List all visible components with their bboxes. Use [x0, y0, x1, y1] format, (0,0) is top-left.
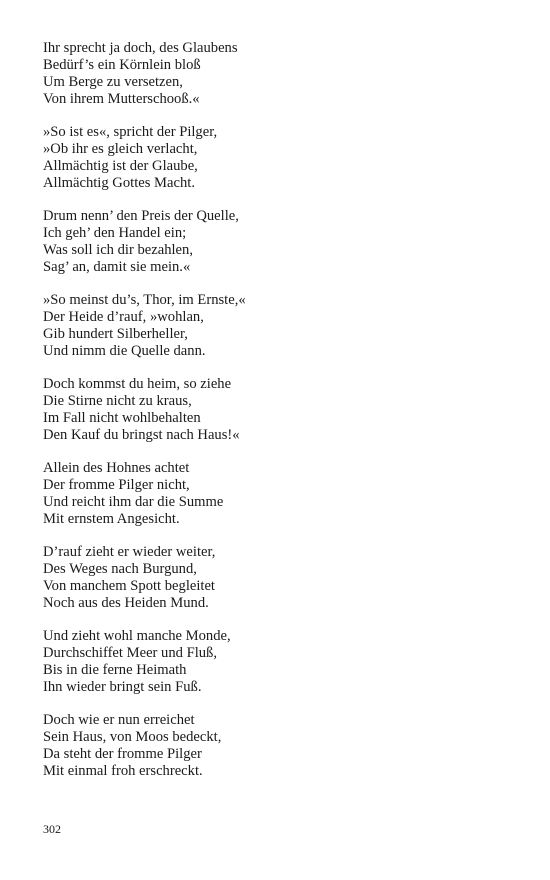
poem-line: Sag’ an, damit sie mein.«: [43, 259, 191, 275]
poem-line: Von ihrem Mutterschooß.«: [43, 91, 200, 107]
poem-line: »Ob ihr es gleich verlacht,: [43, 141, 198, 157]
poem-line: Der fromme Pilger nicht,: [43, 477, 190, 493]
poem-line: Bedürf’s ein Körnlein bloß: [43, 57, 201, 73]
poem-line: Durchschiffet Meer und Fluß,: [43, 645, 218, 661]
poem-line: Ihn wieder bringt sein Fuß.: [43, 679, 202, 695]
poem-line: Von manchem Spott begleitet: [43, 578, 215, 594]
stanza: [43, 628, 513, 696]
poem-line: Allmächtig Gottes Macht.: [43, 175, 195, 191]
stanza: [43, 376, 513, 444]
poem-line: Allmächtig ist der Glaube,: [43, 158, 198, 174]
poem-line: Und reicht ihm dar die Summe: [43, 494, 224, 510]
poem-line: Der Heide d’rauf, »wohlan,: [43, 309, 204, 325]
stanza: [43, 40, 513, 108]
poem-line: Sein Haus, von Moos bedeckt,: [43, 729, 222, 745]
stanza: [43, 544, 513, 612]
stanza: [43, 712, 513, 780]
poem-line: Um Berge zu versetzen,: [43, 74, 183, 90]
poem-line: »So meinst du’s, Thor, im Ernste,«: [43, 292, 246, 308]
stanza: [43, 208, 513, 276]
poem-line: Allein des Hohnes achtet: [43, 460, 190, 476]
poem-line: Die Stirne nicht zu kraus,: [43, 393, 192, 409]
poem-line: Drum nenn’ den Preis der Quelle,: [43, 208, 239, 224]
poem-line: Des Weges nach Burgund,: [43, 561, 197, 577]
poem-line: Doch wie er nun erreichet: [43, 712, 195, 728]
poem-line: »So ist es«, spricht der Pilger,: [43, 124, 218, 140]
poem-line: D’rauf zieht er wieder weiter,: [43, 544, 216, 560]
poem-line: Gib hundert Silberheller,: [43, 326, 188, 342]
poem-line: Mit ernstem Angesicht.: [43, 511, 180, 527]
poem-line: Ich geh’ den Handel ein;: [43, 225, 187, 241]
poem-line: Den Kauf du bringst nach Haus!«: [43, 427, 240, 443]
poem-line: Bis in die ferne Heimath: [43, 662, 187, 678]
stanza: [43, 124, 513, 192]
page-number: 302: [43, 822, 61, 836]
poem-line: Im Fall nicht wohlbehalten: [43, 410, 201, 426]
poem-line: Noch aus des Heiden Mund.: [43, 595, 209, 611]
poem-line: Ihr sprecht ja doch, des Glaubens: [43, 40, 238, 56]
poem-line: Und nimm die Quelle dann.: [43, 343, 206, 359]
poem-line: Da steht der fromme Pilger: [43, 746, 202, 762]
poem-text: [43, 40, 513, 796]
poem-line: Doch kommst du heim, so ziehe: [43, 376, 232, 392]
stanza: [43, 292, 513, 360]
poem-line: Was soll ich dir bezahlen,: [43, 242, 193, 258]
stanza: [43, 460, 513, 528]
poem-line: Und zieht wohl manche Monde,: [43, 628, 231, 644]
poem-line: Mit einmal froh erschreckt.: [43, 763, 203, 779]
